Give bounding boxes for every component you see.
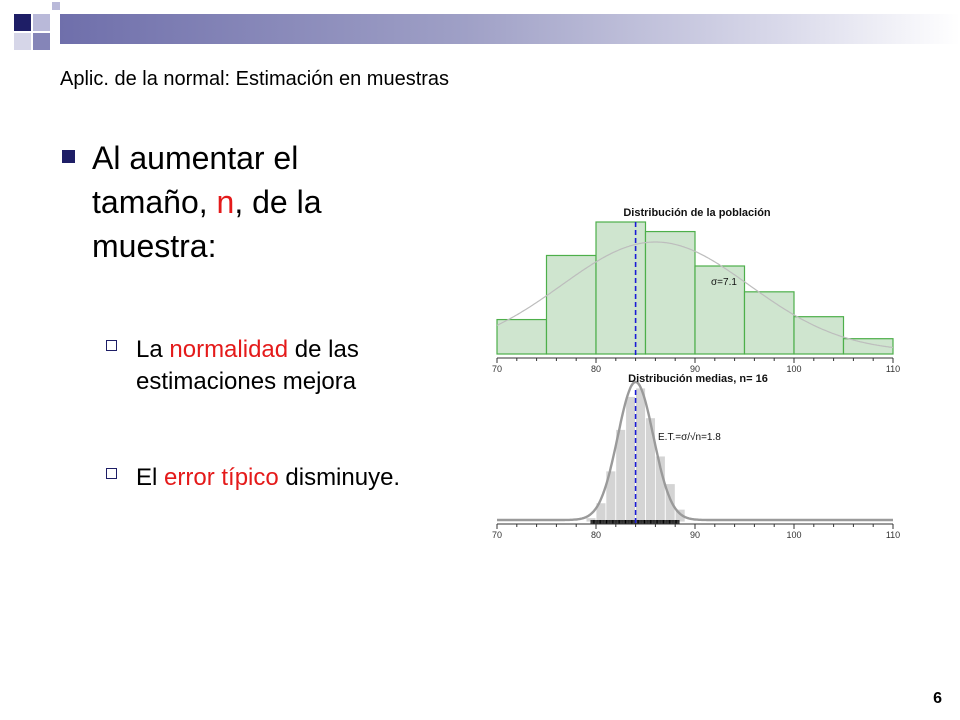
chart-title: Distribución medias, n= 16 (628, 373, 768, 385)
x-tick-label: 90 (689, 530, 701, 540)
histogram-bar (547, 255, 597, 354)
x-tick-label: 90 (689, 364, 701, 374)
density-curve (497, 382, 893, 520)
x-tick-label: 80 (590, 530, 602, 540)
chart-annotation: E.T.=σ/√n=1.8 (658, 432, 721, 443)
histogram-bar (745, 292, 795, 354)
x-tick-label: 110 (885, 530, 901, 540)
main-bullet-text-after: , de la muestra: (92, 184, 322, 264)
histogram-bar (596, 222, 646, 354)
means-histogram (492, 373, 900, 540)
main-bullet-highlight: n (216, 184, 235, 220)
chart-title: Distribución de la población (623, 207, 771, 219)
histogram-bar (497, 320, 547, 354)
histogram-bar (626, 397, 636, 522)
sub-bullet-text-after: de las estimaciones mejora (136, 336, 359, 395)
sub-bullet-text-after: disminuye. (278, 464, 401, 491)
x-tick-label: 70 (491, 530, 503, 540)
histogram-bar (636, 388, 646, 522)
histogram-bar (794, 317, 844, 354)
page-number: 6 (933, 690, 942, 707)
x-tick-label: 70 (491, 364, 503, 374)
sub-bullet-text-before: El (136, 464, 165, 491)
population-histogram (492, 207, 900, 374)
slide-title: Aplic. de la normal: Estimación en muestras (60, 68, 450, 90)
sub-bullet-text-before: La (136, 336, 170, 363)
histogram-bar (646, 232, 696, 354)
main-bullet-text-before: Al aumentar el tamaño, (92, 140, 299, 220)
x-tick-label: 110 (885, 364, 901, 374)
sub-bullet-highlight: normalidad (169, 336, 289, 363)
sub-bullet-highlight: error típico (164, 464, 279, 491)
x-tick-label: 80 (590, 364, 602, 374)
chart-annotation: σ=7.1 (711, 277, 737, 288)
x-tick-label: 100 (786, 364, 802, 374)
x-tick-label: 100 (786, 530, 802, 540)
